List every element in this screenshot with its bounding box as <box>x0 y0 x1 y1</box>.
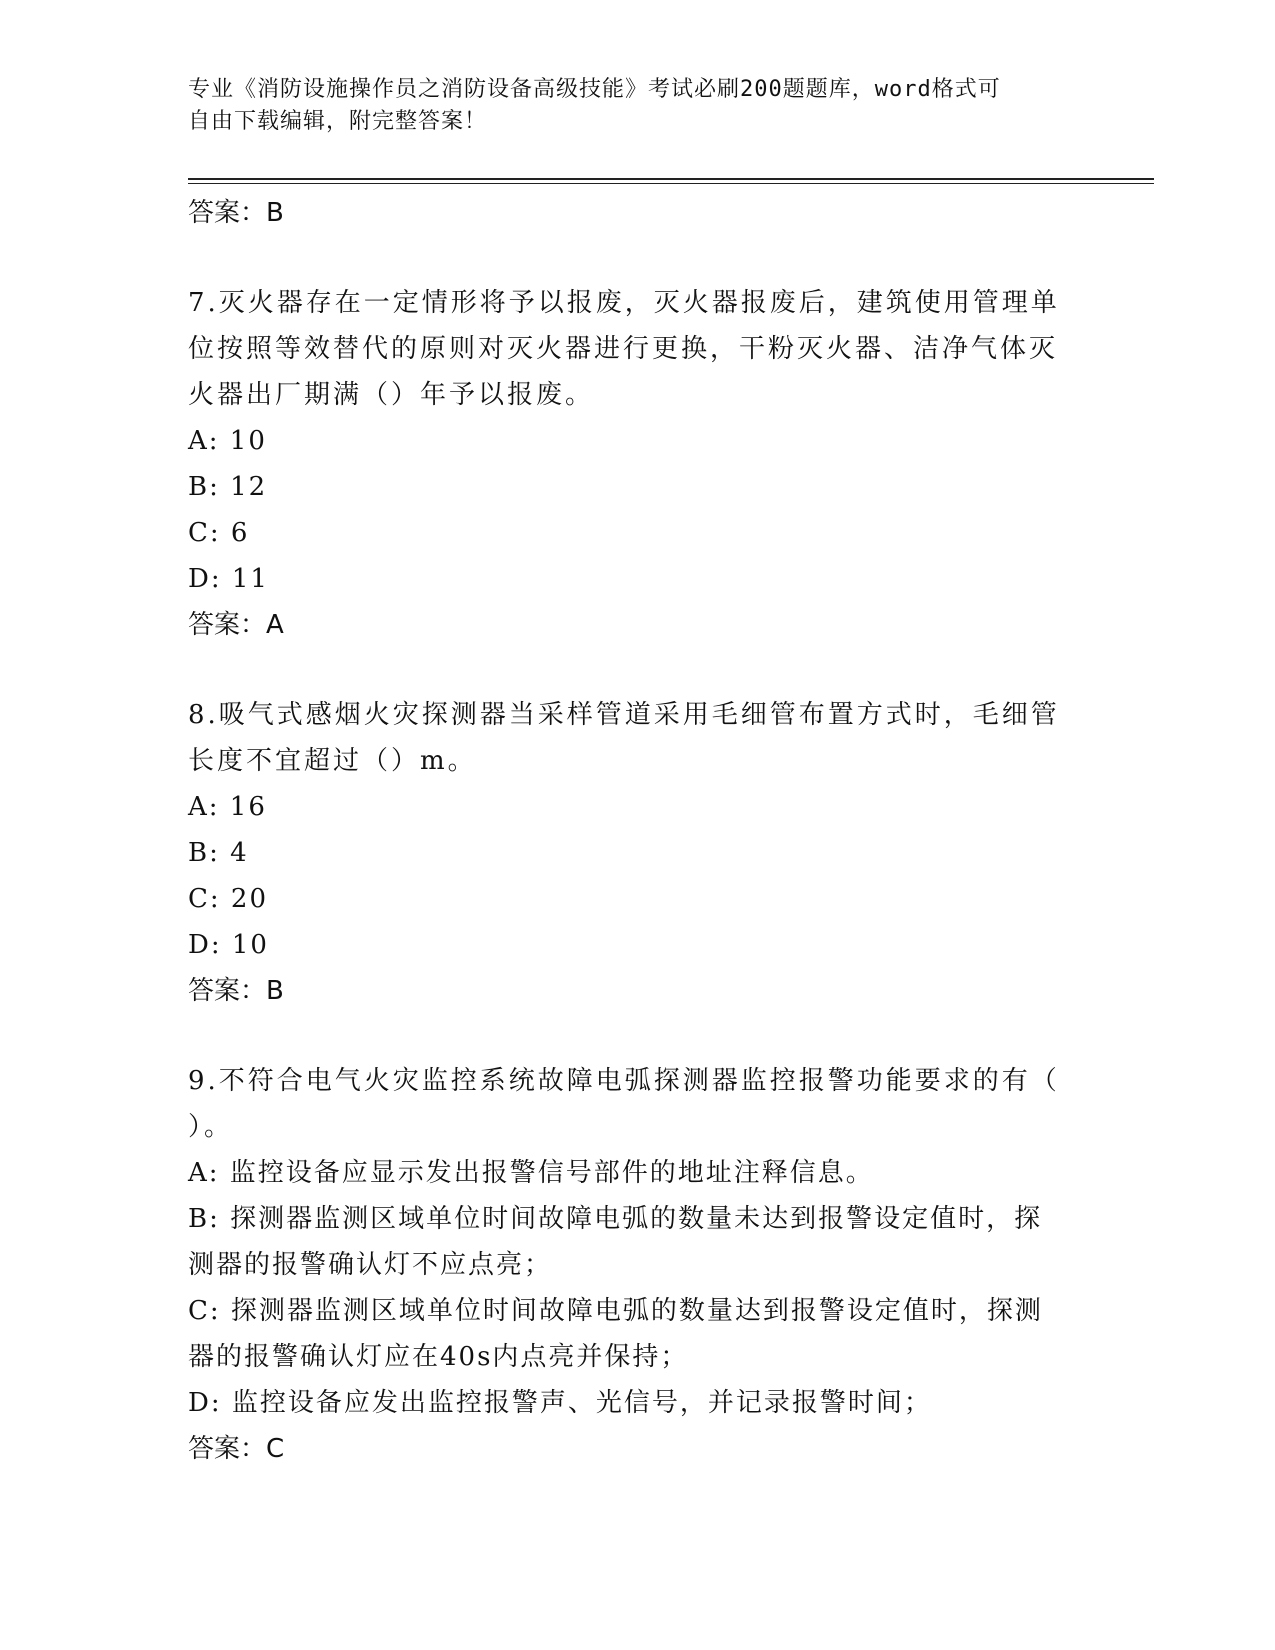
option-a: A: 10 <box>188 426 267 456</box>
previous-answer: 答案：B <box>188 198 284 228</box>
option-b: B: 12 <box>188 472 268 502</box>
question-stem-line: 位按照等效替代的原则对灭火器进行更换，干粉灭火器、洁净气体灭 <box>188 334 1059 364</box>
option-b: B: 4 <box>188 838 249 868</box>
question-8 <box>188 692 1088 1014</box>
option-c: C: 20 <box>188 884 269 914</box>
option-a: A: 监控设备应显示发出报警信号部件的地址注释信息。 <box>188 1158 874 1188</box>
option-b-continued: 测器的报警确认灯不应点亮； <box>188 1250 553 1280</box>
option-a: A: 16 <box>188 792 267 822</box>
header-divider-thick <box>188 178 1154 180</box>
answer: 答案：B <box>188 976 284 1006</box>
option-b: B: 探测器监测区域单位时间故障电弧的数量未达到报警设定值时，探 <box>188 1204 1043 1234</box>
header-line-1: 专业《消防设施操作员之消防设备高级技能》考试必刷200题题库，word格式可 <box>188 77 1001 102</box>
spacer <box>188 1014 1088 1058</box>
option-d: D: 监控设备应发出监控报警声、光信号，并记录报警时间； <box>188 1388 932 1418</box>
spacer <box>188 648 1088 692</box>
question-stem-line: 长度不宜超过（）m。 <box>188 746 477 776</box>
header-line-2: 自由下载编辑，附完整答案！ <box>188 109 488 134</box>
question-9 <box>188 1058 1088 1472</box>
option-c: C: 探测器监测区域单位时间故障电弧的数量达到报警设定值时，探测 <box>188 1296 1043 1326</box>
option-d: D: 11 <box>188 564 269 594</box>
answer: 答案：C <box>188 1434 285 1464</box>
question-stem-line: 8.吸气式感烟火灾探测器当采样管道采用毛细管布置方式时，毛细管 <box>188 700 1060 730</box>
option-c: C: 6 <box>188 518 250 548</box>
header-divider-thin <box>188 183 1154 184</box>
question-stem-line: 7.灭火器存在一定情形将予以报废，灭火器报废后，建筑使用管理单 <box>188 288 1060 318</box>
answer: 答案：A <box>188 610 284 640</box>
document-header <box>188 74 1068 138</box>
question-stem-line: 火器出厂期满（）年予以报废。 <box>188 380 595 410</box>
option-d: D: 10 <box>188 930 269 960</box>
option-c-continued: 器的报警确认灯应在40s内点亮并保持； <box>188 1342 689 1372</box>
question-7 <box>188 280 1088 648</box>
document-body <box>188 190 1088 1472</box>
question-stem-line: 9.不符合电气火灾监控系统故障电弧探测器监控报警功能要求的有（ <box>188 1066 1060 1096</box>
spacer <box>188 236 1088 280</box>
question-stem-line: ）。 <box>188 1112 234 1142</box>
